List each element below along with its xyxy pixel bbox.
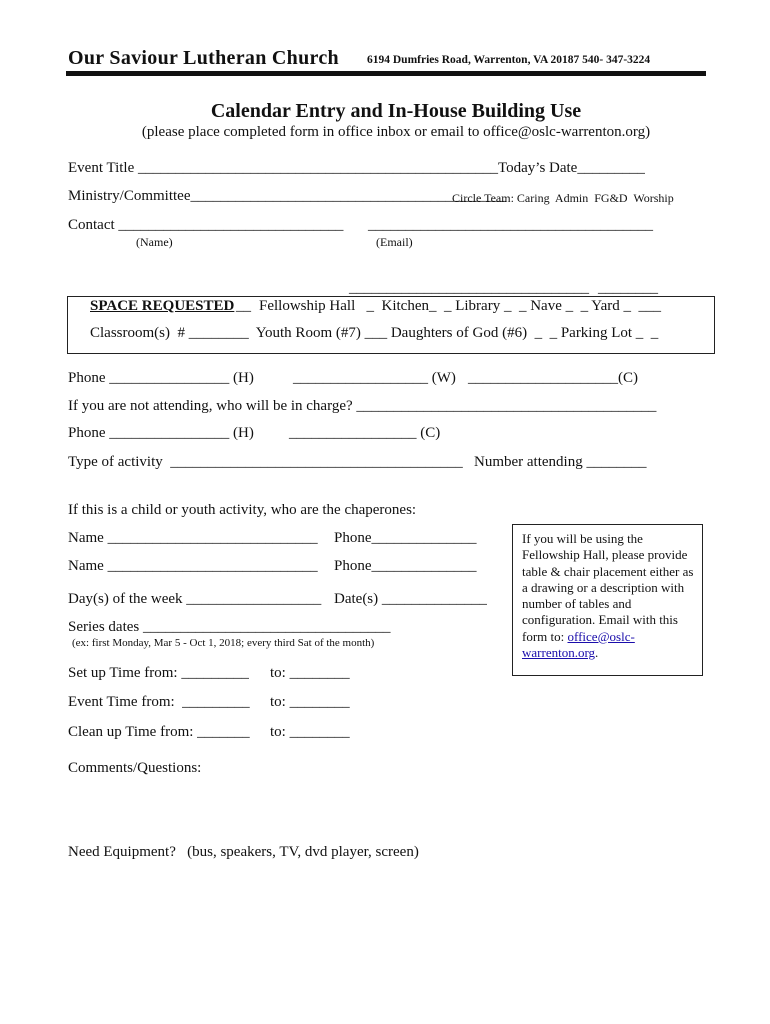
equipment-label: Need Equipment? (bus, speakers, TV, dvd player, screen)	[68, 844, 419, 860]
space-lead-line: __	[236, 298, 251, 314]
activity-type-field[interactable]: Type of activity _______________________________________	[68, 454, 463, 470]
series-dates-field[interactable]: Series dates _________________________________	[68, 619, 391, 635]
form-subtitle: (please place completed form in office inbox or email to office@oslc-warrenton.org)	[141, 124, 651, 140]
comments-label: Comments/Questions:	[68, 760, 202, 776]
todays-date-field[interactable]: Today’s Date_________	[498, 160, 645, 176]
chaperone-name-1[interactable]: Name ____________________________	[68, 530, 318, 546]
setup-time-field[interactable]: Set up Time from: _________	[68, 665, 249, 681]
fellowship-hall-note	[512, 524, 703, 676]
circle-team-options: Circle Team: Caring Admin FG&D Worship	[452, 191, 674, 205]
name-caption: (Name)	[136, 235, 173, 249]
event-title-field[interactable]: Event Title ________________________________________________	[68, 160, 499, 176]
ministry-field[interactable]: Ministry/Committee__________________________________________	[68, 188, 506, 204]
days-of-week-field[interactable]: Day(s) of the week __________________	[68, 591, 322, 607]
space-options-row1[interactable]: Fellowship Hall _ Kitchen_ _ Library _ _ Nave _ _ Yard _ ___	[259, 298, 662, 314]
church-name: Our Saviour Lutheran Church	[68, 47, 339, 69]
note-text: If you will be using the Fellowship Hall, please provide table & chair placement either as a drawing or a description with number of tables and configuration. Email with this form to:	[522, 531, 694, 644]
phone-home-field[interactable]: Phone ________________ (H)	[68, 370, 254, 386]
setup-time-to-field[interactable]: to: ________	[270, 665, 350, 681]
cleanup-time-field[interactable]: Clean up Time from: _______	[68, 724, 250, 740]
space-requested-heading: SPACE REQUESTED	[90, 298, 235, 314]
contact-name-field[interactable]: Contact ______________________________	[68, 217, 344, 233]
incharge-phone-cell-field[interactable]: _________________ (C)	[289, 425, 441, 441]
email-caption: (Email)	[376, 235, 413, 249]
dates-field[interactable]: Date(s) ______________	[334, 591, 487, 607]
phone-work-field[interactable]: __________________ (W)	[293, 370, 456, 386]
cleanup-time-to-field[interactable]: to: ________	[270, 724, 350, 740]
chaperone-phone-2[interactable]: Phone______________	[334, 558, 477, 574]
contact-email-field[interactable]: ______________________________________	[368, 217, 653, 233]
event-time-to-field[interactable]: to: ________	[270, 694, 350, 710]
in-charge-field[interactable]: If you are not attending, who will be in charge? ________________________________________	[68, 398, 657, 414]
note-email-link[interactable]: office@oslc-warrenton.org	[522, 628, 635, 661]
space-top-line-right: ________	[598, 280, 658, 296]
chaperone-intro: If this is a child or youth activity, who are the chaperones:	[68, 502, 417, 518]
incharge-phone-home-field[interactable]: Phone ________________ (H)	[68, 425, 254, 441]
form-title: Calendar Entry and In-House Building Use	[210, 100, 582, 122]
note-period: .	[595, 645, 599, 661]
series-example: (ex: first Monday, Mar 5 - Oct 1, 2018; every third Sat of the month)	[72, 637, 375, 649]
number-attending-field[interactable]: Number attending ________	[474, 454, 647, 470]
chaperone-phone-1[interactable]: Phone______________	[334, 530, 477, 546]
phone-cell-field[interactable]: ____________________(C)	[468, 370, 638, 386]
event-time-field[interactable]: Event Time from: _________	[68, 694, 250, 710]
header-rule	[66, 71, 706, 76]
church-address: 6194 Dumfries Road, Warrenton, VA 20187 540- 347-3224	[367, 54, 651, 66]
chaperone-name-2[interactable]: Name ____________________________	[68, 558, 318, 574]
space-options-row2[interactable]: Classroom(s) # ________ Youth Room (#7) ___ Daughters of God (#6) _ _ Parking Lot _ _	[90, 325, 659, 341]
space-top-line: ________________________________	[349, 280, 589, 296]
